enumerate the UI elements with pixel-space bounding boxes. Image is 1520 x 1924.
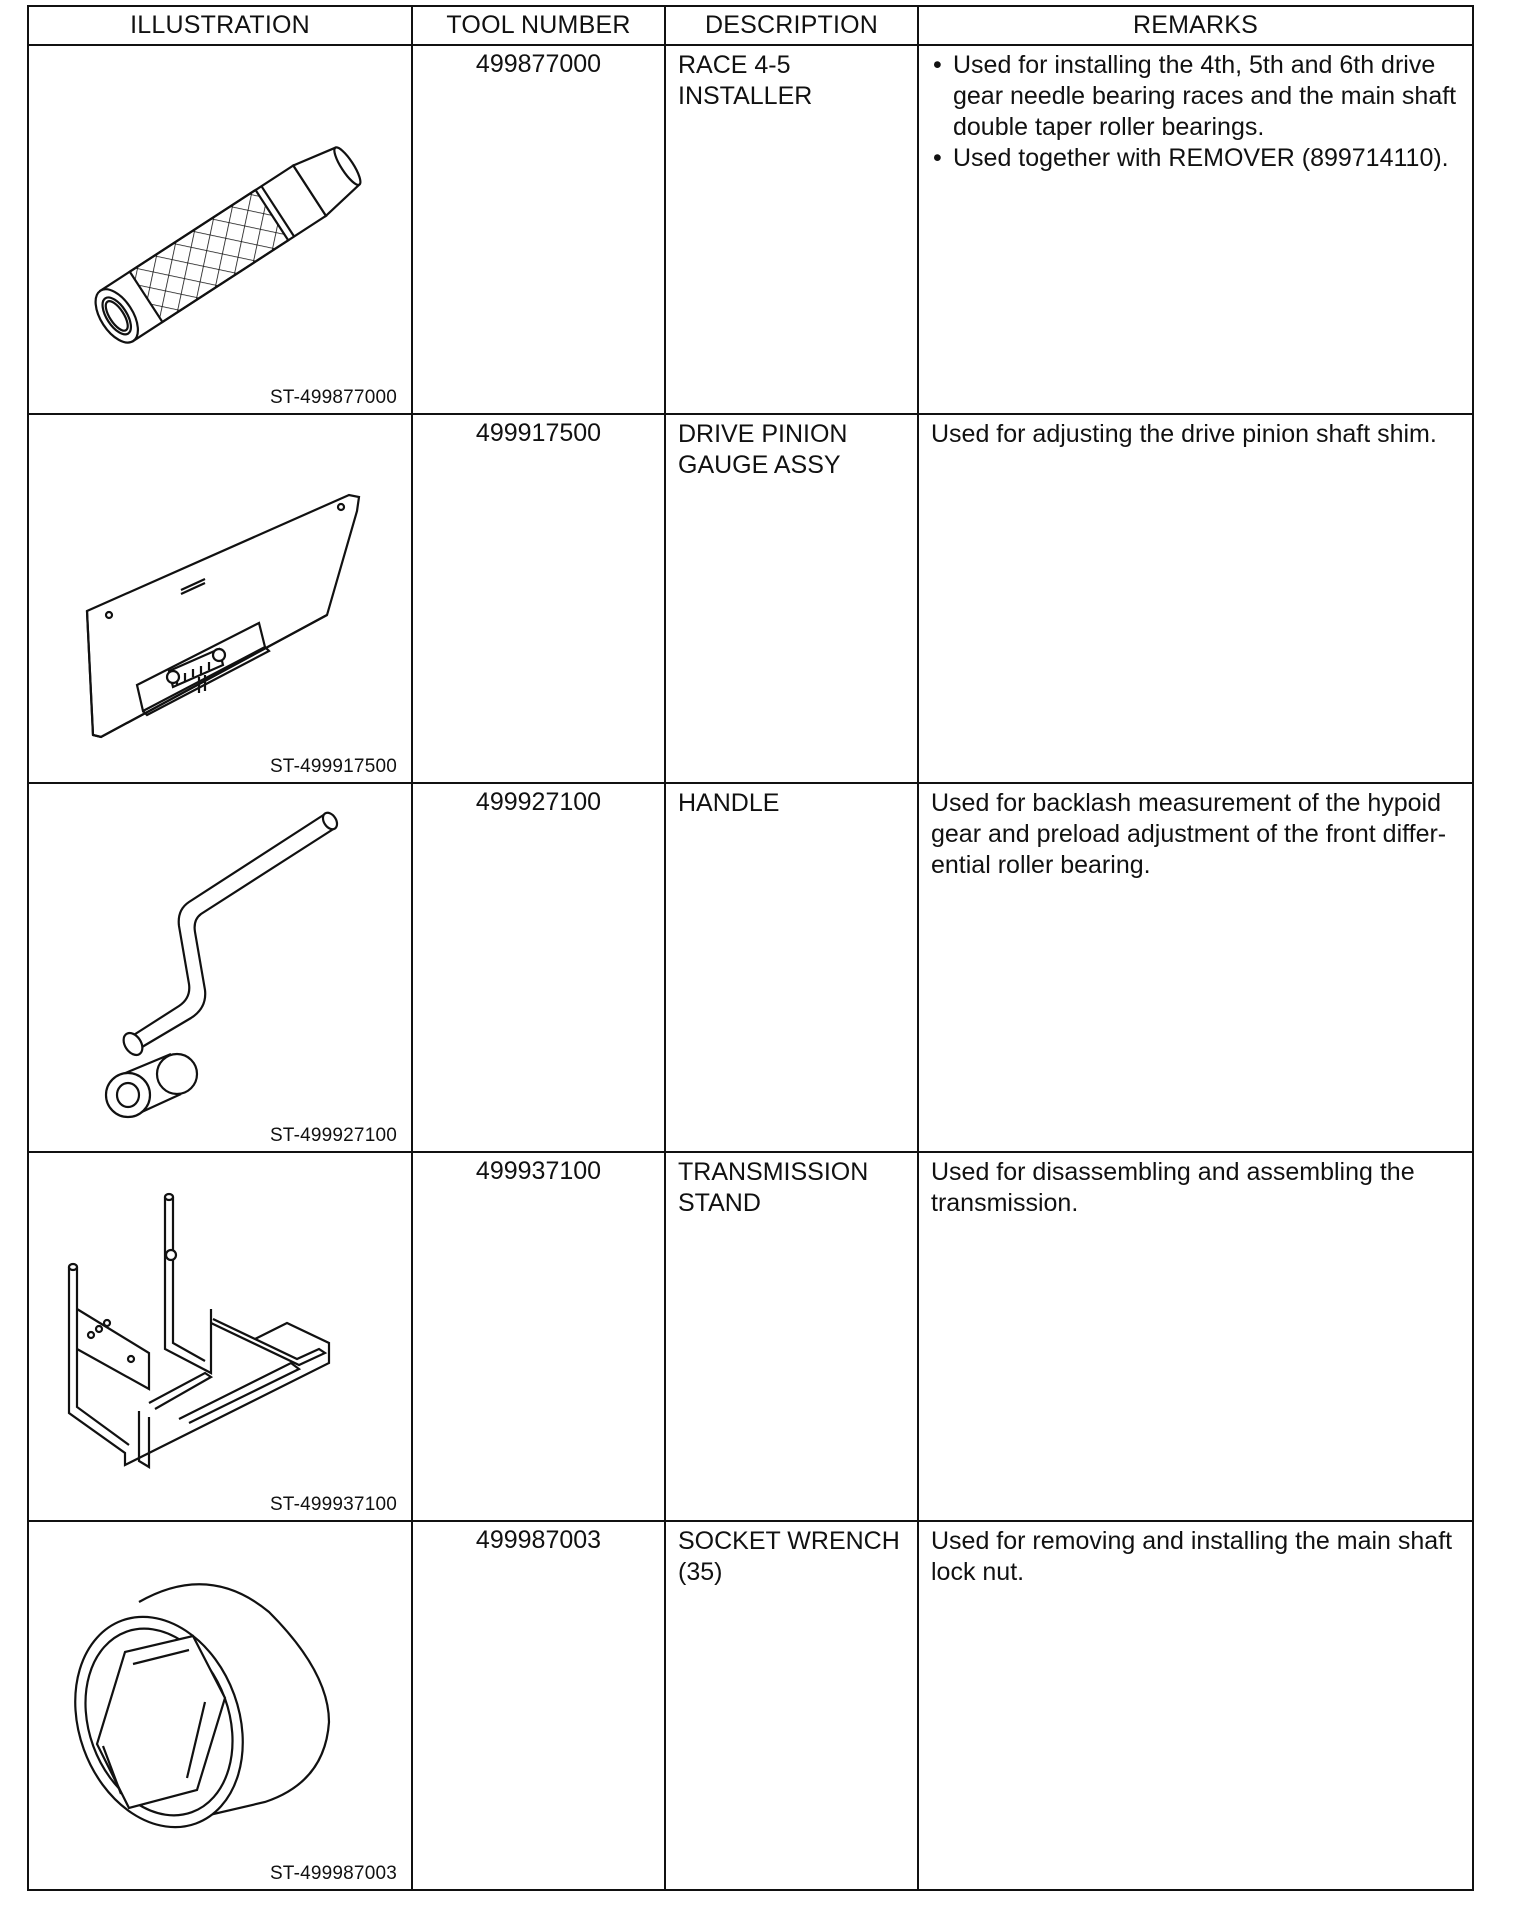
race-installer-icon: [29, 46, 409, 413]
remarks-cell: [918, 1152, 1473, 1521]
table-header-row: [28, 6, 1473, 45]
illustration-cell: [28, 1152, 412, 1521]
description-cell: DRIVE PINION GAUGE ASSY: [665, 414, 918, 783]
remark-bullet: • Used together with REMOVER (899714110).: [931, 143, 1460, 174]
table-row: [28, 45, 1473, 414]
illustration-cell: [28, 783, 412, 1152]
gauge-plate-icon: [29, 415, 409, 782]
transmission-stand-icon: [29, 1153, 409, 1520]
table-row: [28, 783, 1473, 1152]
illustration-code: ST-499987003: [269, 1863, 397, 1884]
tool-number-cell: 499987003: [412, 1521, 665, 1890]
illustration-code: ST-499937100: [269, 1494, 397, 1515]
illustration-cell: [28, 45, 412, 414]
description-cell: RACE 4-5 INSTALLER: [665, 45, 918, 414]
special-tools-table: [27, 5, 1474, 1891]
socket-wrench-icon: [29, 1522, 409, 1889]
remarks-cell: [918, 45, 1473, 414]
header-illustration: ILLUSTRATION: [28, 6, 412, 45]
remark-text: Used for removing and installing the main shaft lock nut.: [931, 1527, 1453, 1586]
header-description: DESCRIPTION: [665, 6, 918, 45]
header-tool-number: TOOL NUMBER: [412, 6, 665, 45]
remark-bullet: • Used for installing the 4th, 5th and 6th drive gear needle bearing races and the main shaft double taper roller bearings.: [931, 50, 1460, 143]
table-row: [28, 414, 1473, 783]
illustration-code: ST-499877000: [269, 387, 397, 408]
tool-number-cell: 499927100: [412, 783, 665, 1152]
remarks-cell: [918, 414, 1473, 783]
tool-number-cell: 499917500: [412, 414, 665, 783]
remark-text: Used for backlash measurement of the hypoid gear and preload adjustment of the front differ-ential roller bearing.: [931, 789, 1447, 879]
remark-text: Used for disassembling and assembling the transmission.: [931, 1158, 1415, 1217]
table-row: [28, 1152, 1473, 1521]
description-cell: TRANSMISSION STAND: [665, 1152, 918, 1521]
illustration-code: ST-499917500: [269, 756, 397, 777]
remarks-cell: [918, 1521, 1473, 1890]
tool-number-cell: 499937100: [412, 1152, 665, 1521]
special-tools-sheet: [27, 5, 1472, 1891]
description-cell: HANDLE: [665, 783, 918, 1152]
illustration-code: ST-499927100: [269, 1125, 397, 1146]
crank-handle-icon: [29, 784, 409, 1151]
remarks-cell: [918, 783, 1473, 1152]
remark-text: Used for adjusting the drive pinion shaft shim.: [931, 420, 1437, 448]
description-cell: SOCKET WRENCH (35): [665, 1521, 918, 1890]
illustration-cell: [28, 414, 412, 783]
tool-number-cell: 499877000: [412, 45, 665, 414]
header-remarks: REMARKS: [918, 6, 1473, 45]
illustration-cell: [28, 1521, 412, 1890]
table-row: [28, 1521, 1473, 1890]
